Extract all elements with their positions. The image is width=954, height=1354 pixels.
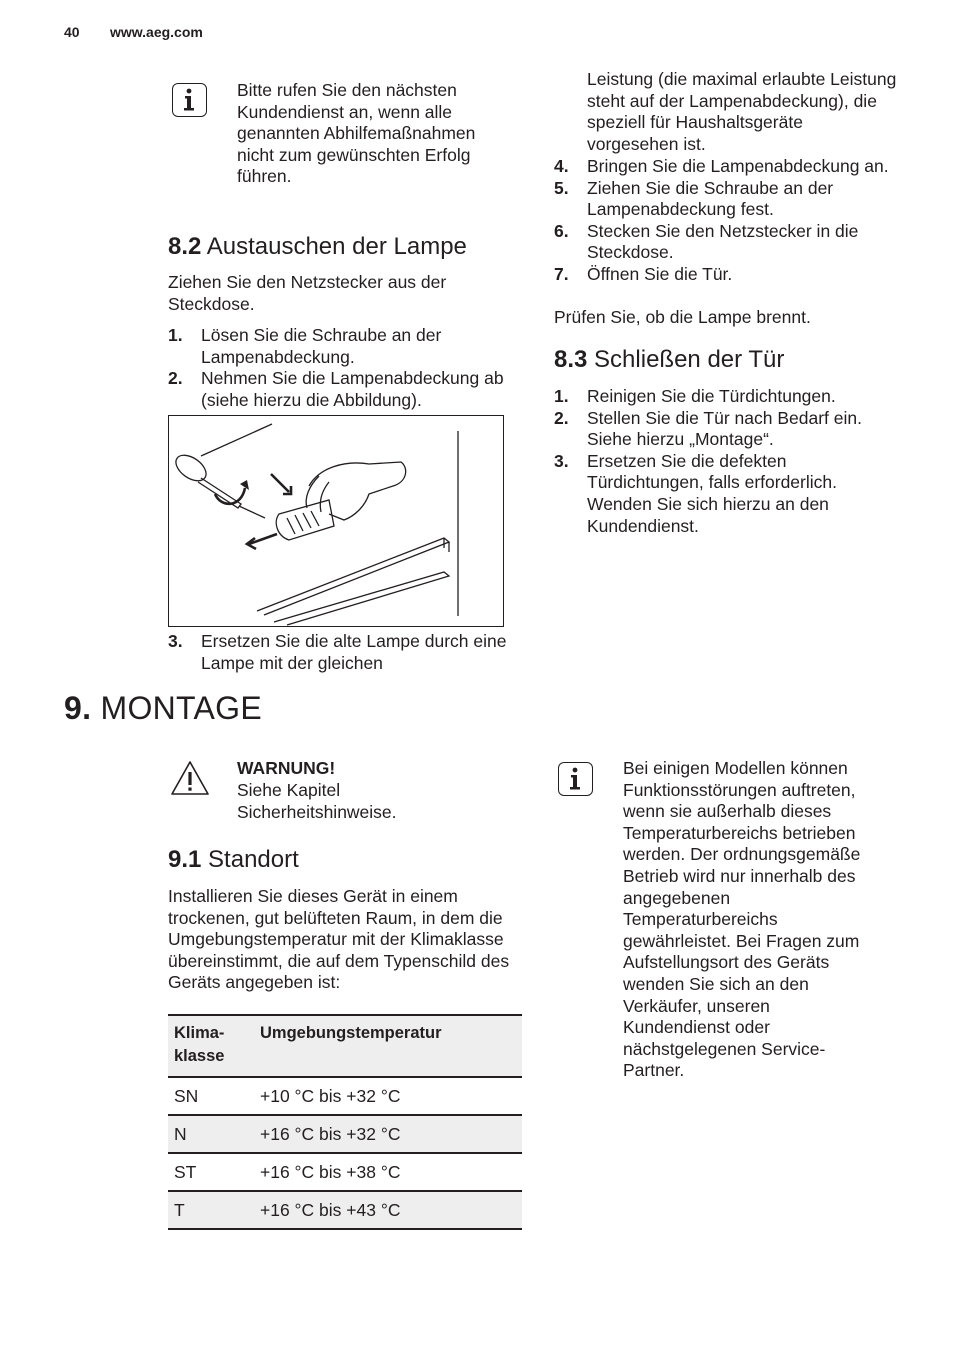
info-note-temperature: Bei einigen Modellen können Funktionsstörungen auftreten, wenn sie außerhalb dieses Temperaturbereichs betrieben werden. Der ordnungsgemäße Betrieb wird nur innerhalb des angegebenen Temperaturbereichs gewährleistet. Bei Fragen zum Aufstellungsort des Geräts wenden Sie sich an den Verkäufer, unseren Kundendienst oder nächstgelegenen Service-Partner. xyxy=(623,758,861,1081)
info-icon xyxy=(558,762,593,796)
list-item: 3. Ersetzen Sie die alte Lampe durch eine Lampe mit der gleichen xyxy=(168,631,507,673)
list-item: 1. Lösen Sie die Schraube an der Lampenabdeckung. xyxy=(168,325,442,367)
list-item: 7. Öffnen Sie die Tür. xyxy=(554,263,733,284)
page-number: 40 xyxy=(64,24,80,40)
section-number: 9.1 xyxy=(168,846,202,873)
table-cell: N xyxy=(168,1115,254,1153)
section-title: Standort xyxy=(208,846,299,873)
table-cell: +10 °C bis +32 °C xyxy=(254,1077,522,1115)
warning-title: WARNUNG! xyxy=(237,758,336,778)
header-url: www.aeg.com xyxy=(110,24,203,40)
section-intro: Installieren Sie dieses Gerät in einem trockenen, gut belüfteten Raum, in dem die Umgebungstemperatur mit der Klimaklasse übereinstimmt, die auf dem Typenschild des Geräts angegeben ist: xyxy=(168,886,510,993)
table-row xyxy=(168,1191,522,1229)
table-header-row xyxy=(168,1015,522,1077)
section-number: 8.3 xyxy=(554,346,588,373)
info-note-kundendienst: Bitte rufen Sie den nächsten Kundendienst an, wenn alle genannten Abhilfemaßnahmen nicht zum gewünschten Erfolg führen. xyxy=(237,80,476,187)
info-icon xyxy=(172,83,207,117)
table-row xyxy=(168,1115,522,1153)
section-title: Austauschen der Lampe xyxy=(206,233,467,260)
section-heading-8-3 xyxy=(554,346,784,374)
check-lamp-text: Prüfen Sie, ob die Lampe brennt. xyxy=(554,307,811,327)
table-cell: T xyxy=(168,1191,254,1229)
chapter-title: MONTAGE xyxy=(100,690,263,726)
table-cell: +16 °C bis +43 °C xyxy=(254,1191,522,1229)
list-item: 2. Stellen Sie die Tür nach Bedarf ein. Siehe hierzu „Montage“. xyxy=(554,407,862,450)
list-item: 6. Stecken Sie den Netzstecker in die Steckdose. xyxy=(554,220,859,263)
chapter-heading-9 xyxy=(64,690,262,726)
table-cell: +16 °C bis +38 °C xyxy=(254,1153,522,1191)
list-item: 5. Ziehen Sie die Schraube an der Lampenabdeckung fest. xyxy=(554,177,834,220)
section-heading-9-1 xyxy=(168,846,299,874)
steps-list-8-3 xyxy=(554,386,899,537)
table-cell: SN xyxy=(168,1077,254,1115)
table-cell: ST xyxy=(168,1153,254,1191)
table-row xyxy=(168,1153,522,1191)
column-header: Klima-klasse xyxy=(168,1015,254,1077)
climate-class-table xyxy=(168,1014,522,1230)
column-header: Umgebungstemperatur xyxy=(254,1015,522,1077)
warning-text: Siehe Kapitel Sicherheitshinweise. xyxy=(237,780,397,822)
table-cell: +16 °C bis +32 °C xyxy=(254,1115,522,1153)
steps-list-8-2-continued xyxy=(168,631,514,674)
section-title: Schließen der Tür xyxy=(594,346,785,373)
section-number: 8.2 xyxy=(168,233,202,260)
list-item: 2. Nehmen Sie die Lampenabdeckung ab (siehe hierzu die Abbildung). xyxy=(168,368,504,410)
list-item: 1. Reinigen Sie die Türdichtungen. xyxy=(554,386,836,406)
section-intro: Ziehen Sie den Netzstecker aus der Steckdose. xyxy=(168,272,447,314)
warning-icon xyxy=(170,760,210,796)
chapter-number: 9. xyxy=(64,690,92,726)
section-heading-8-2 xyxy=(168,233,467,261)
list-item: 4. Bringen Sie die Lampenabdeckung an. xyxy=(554,156,889,176)
steps-list-8-2 xyxy=(168,325,514,411)
step-3-continued: Leistung (die maximal erlaubte Leistung steht auf der Lampenabdeckung), die speziell für Haushaltsgeräte vorgesehen ist. xyxy=(587,69,897,154)
list-item: 3. Ersetzen Sie die defekten Türdichtungen, falls erforderlich. Wenden Sie sich hierzu an den Kundendienst. xyxy=(554,450,837,536)
steps-list-4-7 xyxy=(554,156,899,286)
lamp-replacement-illustration xyxy=(168,415,504,627)
table-row xyxy=(168,1077,522,1115)
